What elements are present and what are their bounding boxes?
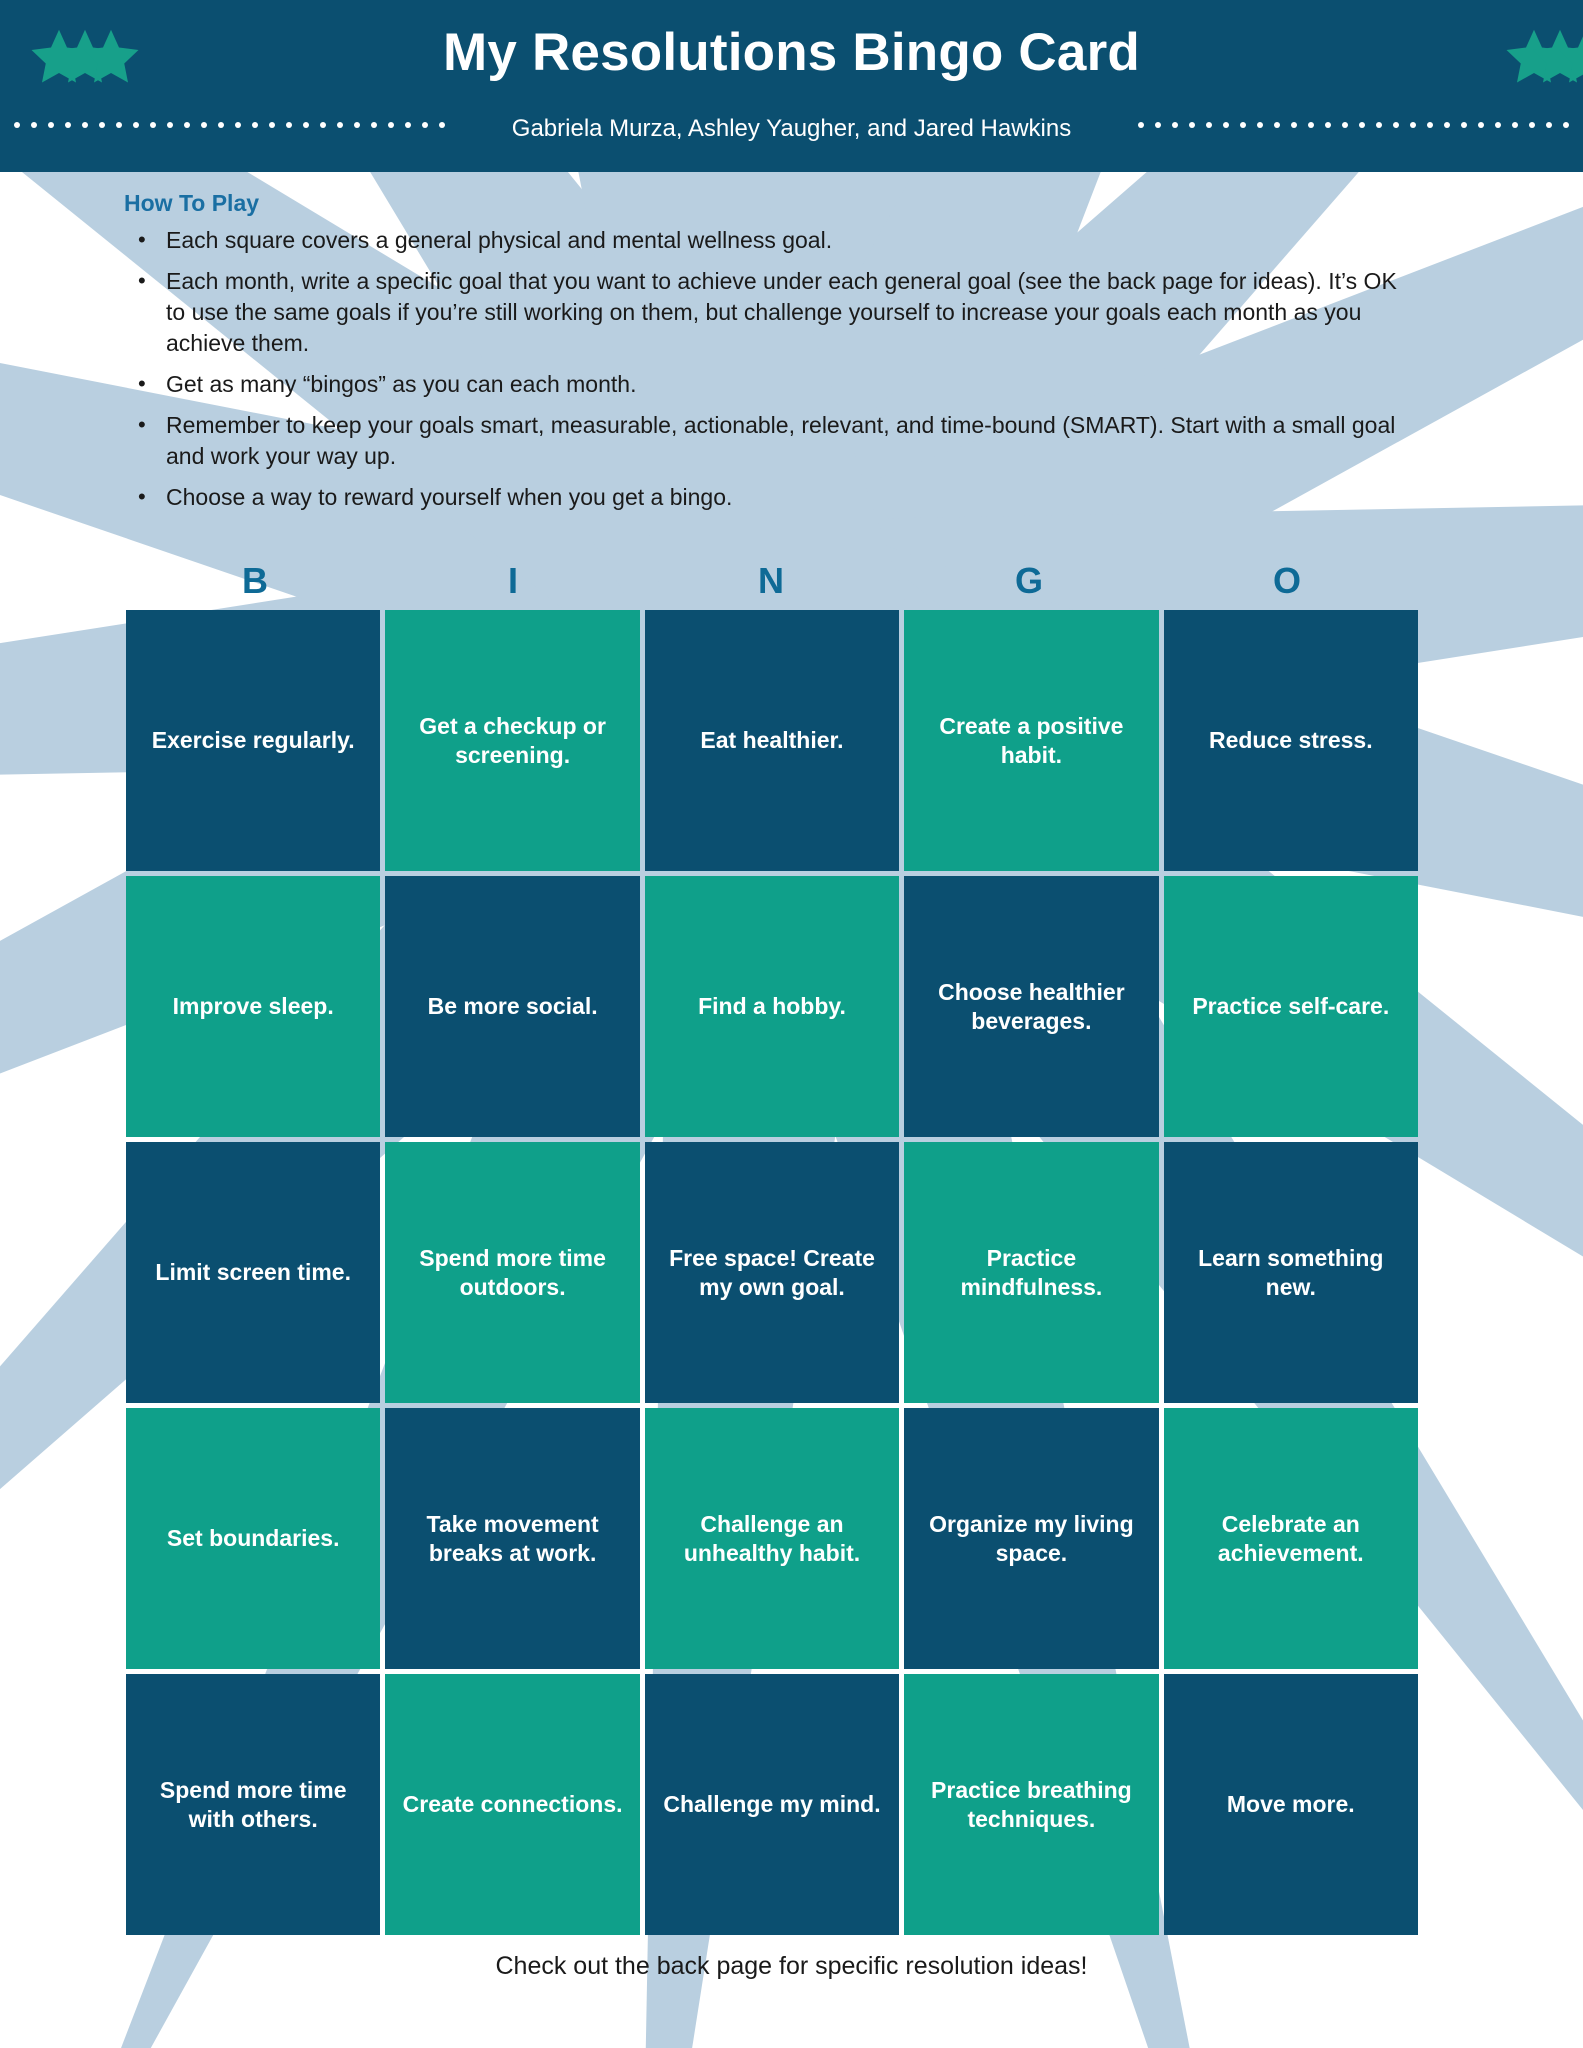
dot-decoration — [201, 122, 207, 128]
dot-decoration — [303, 122, 309, 128]
how-to-play-item — [124, 225, 1404, 256]
dot-decoration — [150, 122, 156, 128]
dot-decoration — [1529, 122, 1535, 128]
bingo-letter: G — [1014, 560, 1043, 601]
dot-decoration — [1172, 122, 1178, 128]
how-to-play-item — [124, 410, 1404, 472]
bingo-cell-label: Eat healthier. — [700, 727, 844, 754]
bingo-cell[interactable] — [645, 1408, 899, 1669]
how-to-play-item-text: Each month, write a specific goal that you want to achieve under each general goal (see the back page for ideas). It’s OK to use the same goals if you’re still working on them, but challenge yourself to increase your goals each month as you achieve them. — [166, 268, 1397, 357]
bingo-cell[interactable] — [904, 1142, 1158, 1403]
bingo-cell[interactable] — [385, 1142, 639, 1403]
bingo-cell-label: Organize my living space. — [929, 1510, 1134, 1566]
bingo-cell-label: Be more social. — [427, 993, 598, 1020]
dot-decoration — [1274, 122, 1280, 128]
bingo-cell[interactable] — [385, 876, 639, 1137]
how-to-play-section — [124, 190, 1404, 523]
bingo-cell[interactable] — [904, 610, 1158, 871]
dot-decoration — [320, 122, 326, 128]
bullet-icon: • — [138, 227, 146, 252]
bingo-cell-label: Create a positive habit. — [939, 712, 1124, 768]
dot-decoration — [82, 122, 88, 128]
how-to-play-item — [124, 482, 1404, 513]
dot-decoration — [1308, 122, 1314, 128]
bullet-icon: • — [138, 371, 146, 397]
bingo-cell-label: Create connections. — [402, 1791, 623, 1818]
bingo-cell-label: Exercise regularly. — [151, 727, 355, 754]
bingo-cell[interactable] — [1164, 1674, 1418, 1935]
dot-decoration — [1393, 122, 1399, 128]
bingo-cell[interactable] — [1164, 610, 1418, 871]
bingo-cell-label: Set boundaries. — [166, 1525, 340, 1552]
dot-decoration — [1325, 122, 1331, 128]
bingo-cell-label: Reduce stress. — [1208, 727, 1373, 754]
dot-decoration — [1546, 122, 1552, 128]
how-to-play-item — [124, 369, 1404, 400]
bingo-letter: O — [1272, 560, 1301, 601]
dot-decoration — [1240, 122, 1246, 128]
bingo-cell-label: Get a checkup or screening. — [419, 712, 606, 768]
bingo-cell[interactable] — [385, 610, 639, 871]
dot-decoration — [1342, 122, 1348, 128]
dot-decoration — [1291, 122, 1297, 128]
dot-decoration — [235, 122, 241, 128]
dot-decoration — [269, 122, 275, 128]
dot-decoration — [388, 122, 394, 128]
bullet-icon: • — [138, 484, 146, 510]
page-title: My Resolutions Bingo Card — [443, 23, 1140, 82]
bingo-cell-label: Celebrate an achievement. — [1217, 1510, 1364, 1566]
bingo-cell[interactable] — [385, 1408, 639, 1669]
dot-decoration — [1512, 122, 1518, 128]
dot-decoration — [1223, 122, 1229, 128]
dot-decoration — [1359, 122, 1365, 128]
bingo-cell-label: Learn something new. — [1198, 1244, 1384, 1300]
bingo-letter: I — [507, 560, 518, 601]
bingo-cell-label: Take movement breaks at work. — [426, 1510, 599, 1566]
header-dots-right — [1138, 122, 1569, 130]
dot-decoration — [405, 122, 411, 128]
bingo-cell-label: Move more. — [1226, 1791, 1355, 1818]
dot-decoration — [1478, 122, 1484, 128]
dot-decoration — [1495, 122, 1501, 128]
bingo-cell[interactable] — [904, 1674, 1158, 1935]
dot-decoration — [1206, 122, 1212, 128]
how-to-play-title: How To Play — [124, 190, 260, 216]
dot-decoration — [14, 122, 20, 128]
dot-decoration — [286, 122, 292, 128]
bingo-cell-label: Find a hobby. — [698, 993, 846, 1020]
author-line: Gabriela Murza, Ashley Yaugher, and Jared Hawkins — [511, 115, 1072, 142]
bingo-cell[interactable] — [1164, 876, 1418, 1137]
bingo-cell[interactable] — [385, 1674, 639, 1935]
dot-decoration — [439, 122, 445, 128]
bingo-cell-label: Practice breathing techniques. — [931, 1776, 1132, 1832]
dot-decoration — [65, 122, 71, 128]
bingo-cell-label: Practice self-care. — [1192, 993, 1390, 1020]
bingo-cell-label: Challenge my mind. — [663, 1791, 881, 1818]
how-to-play-item-text: Get as many “bingos” as you can each month. — [166, 371, 637, 398]
dot-decoration — [167, 122, 173, 128]
dot-decoration — [184, 122, 190, 128]
bingo-letter: B — [242, 560, 268, 601]
dot-decoration — [1563, 122, 1569, 128]
how-to-play-item-text: Each square covers a general physical and mental wellness goal. — [166, 227, 833, 253]
how-to-play-list — [124, 225, 1404, 513]
how-to-play-item-text: Remember to keep your goals smart, measurable, actionable, relevant, and time-bound (SMART). Start with a small goal and work your way up. — [166, 412, 1396, 470]
dot-decoration — [1189, 122, 1195, 128]
bingo-cell[interactable] — [904, 876, 1158, 1137]
bingo-cell[interactable] — [645, 1142, 899, 1403]
bingo-letter-row — [126, 560, 1416, 602]
how-to-play-item — [124, 266, 1404, 359]
dot-decoration — [1410, 122, 1416, 128]
bingo-cell-label: Spend more time with others. — [159, 1776, 347, 1832]
dot-decoration — [1444, 122, 1450, 128]
dot-decoration — [48, 122, 54, 128]
page-header — [0, 0, 1583, 172]
bingo-cell-label: Choose healthier beverages. — [938, 978, 1125, 1034]
bingo-cell-label: Improve sleep. — [172, 993, 334, 1020]
bingo-cell[interactable] — [126, 610, 380, 871]
bingo-cell[interactable] — [1164, 1142, 1418, 1403]
bingo-grid — [126, 610, 1418, 1935]
dot-decoration — [1257, 122, 1263, 128]
bingo-cell-label: Challenge an unhealthy habit. — [683, 1510, 861, 1566]
header-dots-left — [14, 122, 445, 130]
bingo-cell-label: Practice mindfulness. — [960, 1244, 1103, 1300]
dot-decoration — [31, 122, 37, 128]
dot-decoration — [1138, 122, 1144, 128]
dot-decoration — [1376, 122, 1382, 128]
how-to-play-item-text: Choose a way to reward yourself when you get a bingo. — [166, 484, 733, 511]
bullet-icon: • — [138, 268, 146, 294]
bullet-icon: • — [138, 412, 146, 438]
dot-decoration — [116, 122, 122, 128]
dot-decoration — [337, 122, 343, 128]
bingo-cell[interactable] — [904, 1408, 1158, 1669]
bingo-cell[interactable] — [645, 610, 899, 871]
dot-decoration — [1155, 122, 1161, 128]
bingo-cell[interactable] — [126, 1674, 380, 1935]
bingo-cell-label: Limit screen time. — [155, 1259, 351, 1286]
dot-decoration — [354, 122, 360, 128]
dot-decoration — [252, 122, 258, 128]
dot-decoration — [133, 122, 139, 128]
bingo-cell[interactable] — [126, 1142, 380, 1403]
dot-decoration — [422, 122, 428, 128]
bingo-cell[interactable] — [1164, 1408, 1418, 1669]
dot-decoration — [371, 122, 377, 128]
footer-note: Check out the back page for specific resolution ideas! — [495, 1952, 1088, 1980]
bingo-cell[interactable] — [126, 1408, 380, 1669]
bingo-cell-label: Free space! Create my own goal. — [669, 1244, 875, 1300]
dot-decoration — [1461, 122, 1467, 128]
bingo-cell[interactable] — [645, 1674, 899, 1935]
dot-decoration — [99, 122, 105, 128]
bingo-cell[interactable] — [645, 876, 899, 1137]
bingo-cell[interactable] — [126, 876, 380, 1137]
bingo-cell-label: Spend more time outdoors. — [419, 1244, 606, 1300]
dot-decoration — [1427, 122, 1433, 128]
dot-decoration — [218, 122, 224, 128]
bingo-letter: N — [758, 560, 784, 601]
